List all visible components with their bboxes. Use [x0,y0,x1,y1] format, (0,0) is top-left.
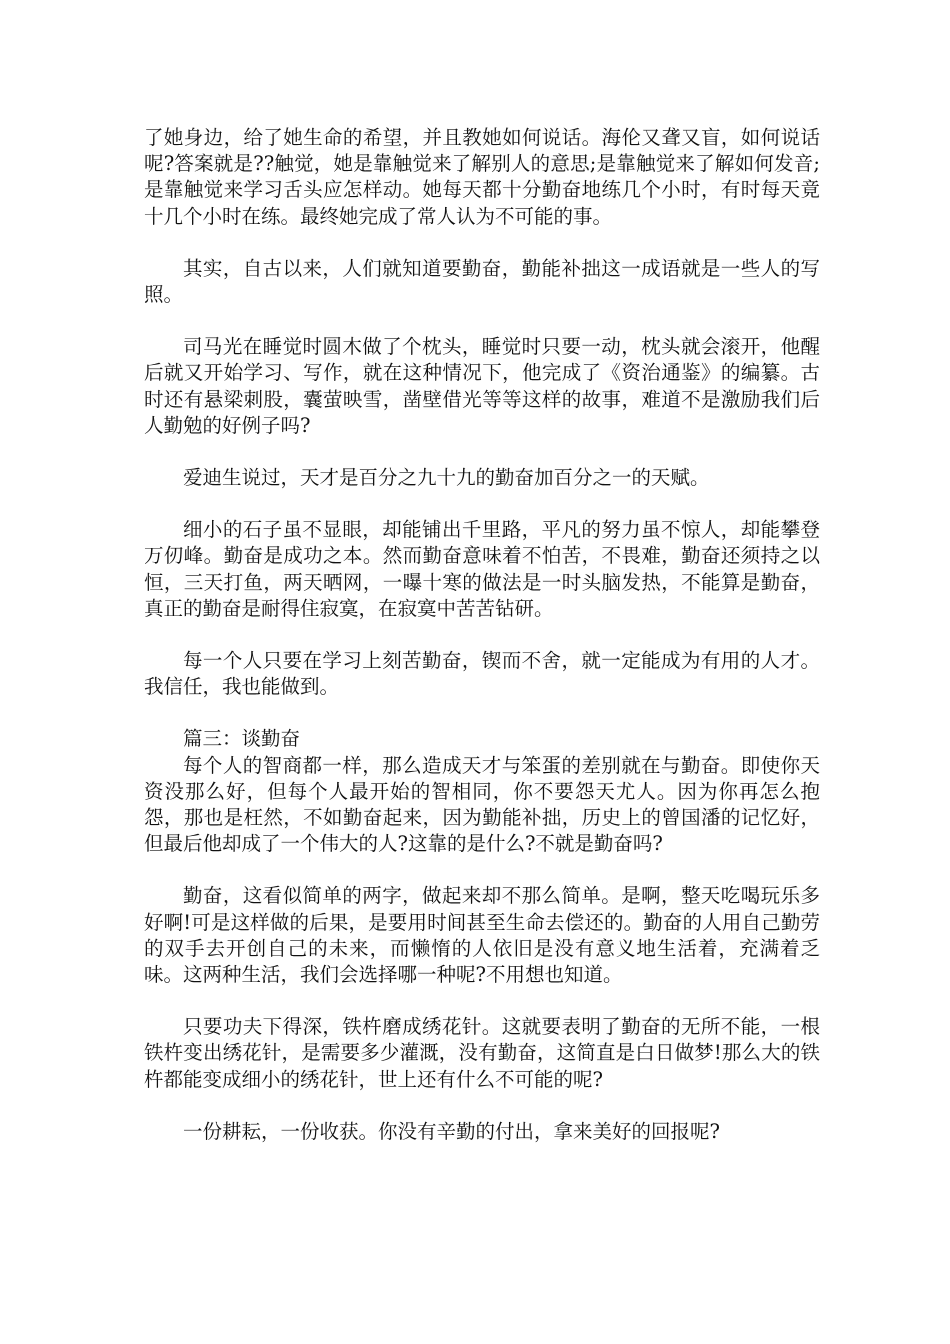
paragraph-helen-keller: 了她身边，给了她生命的希望，并且教她如何说话。海伦又聋又盲，如何说话呢?答案就是??触觉，她是靠触觉来了解别人的意思;是靠触觉来了解如何发音;是靠触觉来学习舌头应怎样动。她每天都十分勤奋地练几个小时，有时每天竟十几个小时在练。最终她完成了常人认为不可能的事。 [144,126,820,228]
document-body [144,125,820,1145]
section-paragraph-simple-words: 勤奋，这看似简单的两字，做起来却不那么简单。是啊，整天吃喝玩乐多好啊!可是这样做的后果，是要用时间甚至生命去偿还的。勤奋的人用自己勤劳的双手去开创自己的未来，而懒惰的人依旧是没有意义地生活着，充满着乏味。这两种生活，我们会选择哪一种呢?不用想也知道。 [144,884,820,987]
paragraph-small-stones: 细小的石子虽不显眼，却能铺出千里路，平凡的努力虽不惊人，却能攀登万仞峰。勤奋是成功之本。然而勤奋意味着不怕苦，不畏难，勤奋还须持之以恒，三天打鱼，两天晒网，一曝十寒的做法是一时头脑发热，不能算是勤奋，真正的勤奋是耐得住寂寞，在寂寞中苦苦钻研。 [144,518,820,620]
section-paragraph-iron-pestle: 只要功夫下得深，铁杵磨成绣花针。这就要表明了勤奋的无所不能，一根铁杵变出绣花针，是需要多少灌溉，没有勤奋，这简直是白日做梦!那么大的铁杵都能变成细小的绣花针，世上还有什么不可能的呢? [144,1015,820,1091]
paragraph-diligence-idiom: 其实，自古以来，人们就知道要勤奋，勤能补拙这一成语就是一些人的写照。 [144,256,820,307]
section-title: 篇三：谈勤奋 [183,727,301,751]
paragraph-perseverance: 每一个人只要在学习上刻苦勤奋，锲而不舍，就一定能成为有用的人才。我信任，我也能做到。 [144,649,820,699]
paragraph-edison-quote: 爱迪生说过，天才是百分之九十九的勤奋加百分之一的天赋。 [183,466,710,490]
paragraph-sima-guang: 司马光在睡觉时圆木做了个枕头，睡觉时只要一动，枕头就会滚开，他醒后就又开始学习、写作，就在这种情况下，他完成了《资治通鉴》的编纂。古时还有悬梁刺股，囊萤映雪，凿壁借光等等这样的故事，难道不是激励我们后人勤勉的好例子吗? [144,335,820,437]
section-paragraph-intelligence: 每个人的智商都一样，那么造成天才与笨蛋的差别就在与勤奋。即使你天资没那么好，但每个人最开始的智相同，你不要怨天尤人。因为你再怎么抱怨，那也是枉然，不如勤奋起来，因为勤能补拙，历史上的曾国潘的记忆好，但最后他却成了一个伟大的人?这靠的是什么?不就是勤奋吗? [144,753,820,856]
section-paragraph-harvest: 一份耕耘，一份收获。你没有辛勤的付出，拿来美好的回报呢? [183,1119,720,1143]
